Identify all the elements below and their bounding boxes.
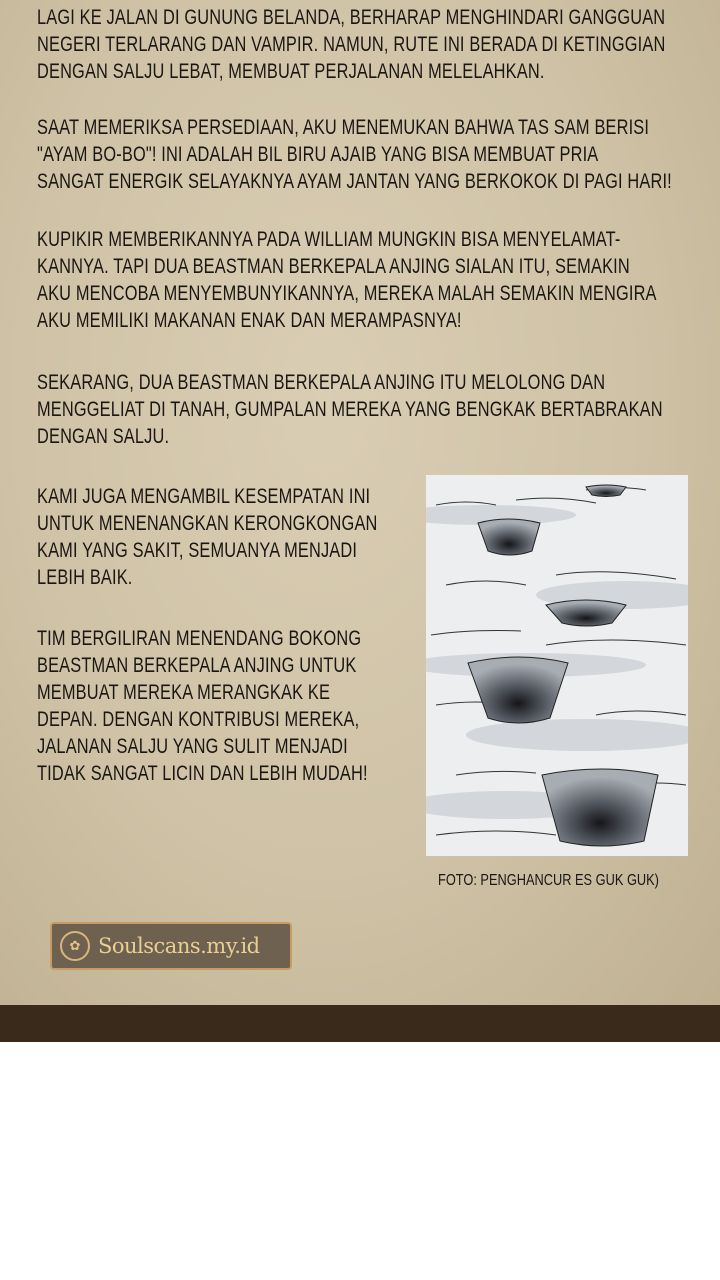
narration-line: "AYAM BO-BO"! INI ADALAH BIL BIRU AJAIB YANG BISA MEMBUAT PRIA <box>37 143 599 166</box>
narration-line: AKU MEMILIKI MAKANAN ENAK DAN MERAMPASNYA! <box>37 309 462 332</box>
narration-line: TIDAK SANGAT LICIN DAN LEBIH MUDAH! <box>37 762 368 785</box>
footer-bar <box>0 1005 720 1042</box>
photo-caption: FOTO: PENGHANCUR ES GUK GUK) <box>438 872 659 889</box>
narration-line: SAAT MEMERIKSA PERSEDIAAN, AKU MENEMUKAN BAHWA TAS SAM BERISI <box>37 116 650 139</box>
narration-line: DEPAN. DENGAN KONTRIBUSI MEREKA, <box>37 708 360 731</box>
narration-line: KUPIKIR MEMBERIKANNYA PADA WILLIAM MUNGKIN BISA MENYELAMAT- <box>37 228 621 251</box>
narration-line: KANNYA. TAPI DUA BEASTMAN BERKEPALA ANJING SIALAN ITU, SEMAKIN <box>37 255 630 278</box>
snow-holes-illustration <box>426 475 688 856</box>
narration-line: LEBIH BAIK. <box>37 566 133 589</box>
narration-line: LAGI KE JALAN DI GUNUNG BELANDA, BERHARAP MENGHINDARI GANGGUAN <box>37 6 666 29</box>
snow-holes-drawing <box>426 475 688 856</box>
logo-text: Soulscans.my.id <box>98 934 260 958</box>
narration-line: BEASTMAN BERKEPALA ANJING UNTUK <box>37 654 357 677</box>
narration-line: KAMI JUGA MENGAMBIL KESEMPATAN INI <box>37 485 371 508</box>
narration-line: SANGAT ENERGIK SELAYAKNYA AYAM JANTAN YANG BERKOKOK DI PAGI HARI! <box>37 170 672 193</box>
narration-line: DENGAN SALJU. <box>37 425 170 448</box>
narration-line: UNTUK MENENANGKAN KERONGKONGAN <box>37 512 378 535</box>
narration-line: TIM BERGILIRAN MENENDANG BOKONG <box>37 627 362 650</box>
narration-line: AKU MENCOBA MENYEMBUNYIKANNYA, MEREKA MALAH SEMAKIN MENGIRA <box>37 282 657 305</box>
narration-line: NEGERI TERLARANG DAN VAMPIR. NAMUN, RUTE INI BERADA DI KETINGGIAN <box>37 33 666 56</box>
narration-line: MENGGELIAT DI TANAH, GUMPALAN MEREKA YANG BENGKAK BERTABRAKAN <box>37 398 663 421</box>
narration-line: SEKARANG, DUA BEASTMAN BERKEPALA ANJING ITU MELOLONG DAN <box>37 371 606 394</box>
narration-line: KAMI YANG SAKIT, SEMUANYA MENJADI <box>37 539 358 562</box>
logo-emblem-icon: ✿ <box>60 931 90 961</box>
scanlation-logo <box>50 922 292 970</box>
narration-line: JALANAN SALJU YANG SULIT MENJADI <box>37 735 348 758</box>
narration-line: DENGAN SALJU LEBAT, MEMBUAT PERJALANAN MELELAHKAN. <box>37 60 545 83</box>
narration-line: MEMBUAT MEREKA MERANGKAK KE <box>37 681 331 704</box>
